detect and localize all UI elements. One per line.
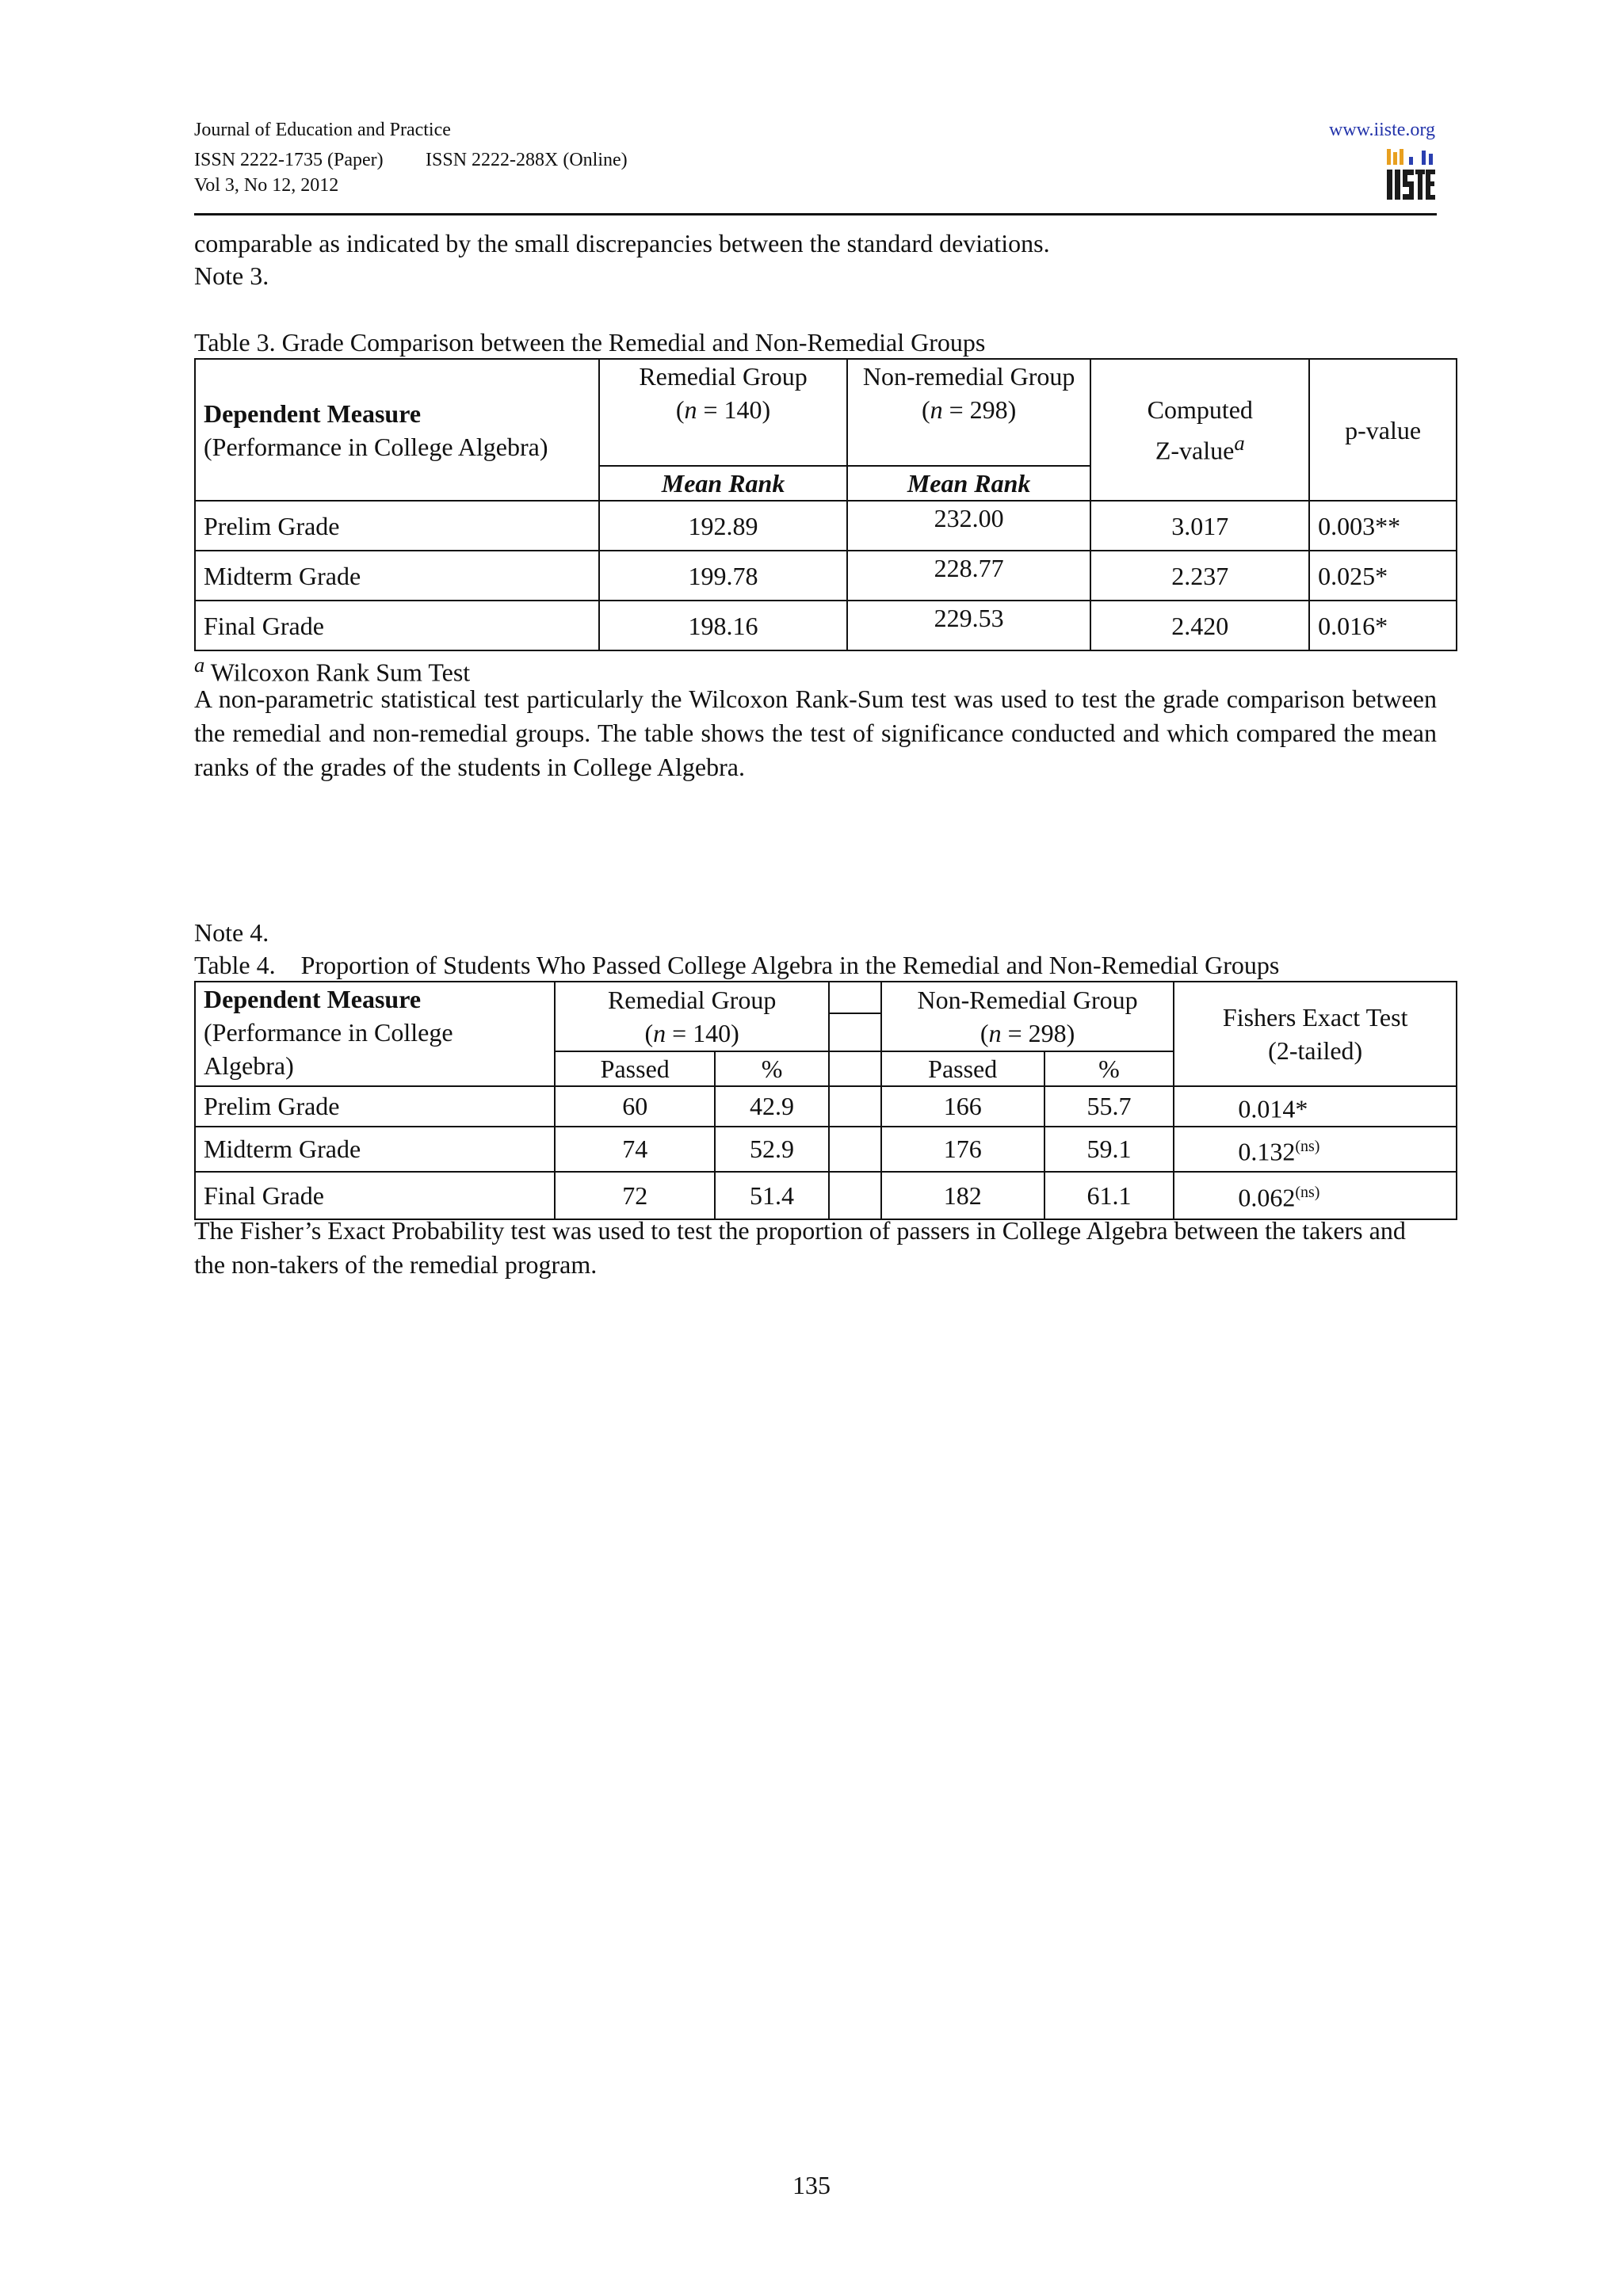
table4-measure: Prelim Grade (195, 1086, 555, 1127)
table3-nonremedial-value: 228.77 (847, 551, 1091, 601)
table3-measure: Midterm Grade (195, 551, 599, 601)
table3-p-value: 0.003** (1309, 501, 1457, 551)
header-rule (194, 213, 1437, 215)
table4-nonremedial-passed: 166 (881, 1086, 1044, 1127)
table3-remedial-value: 192.89 (599, 501, 847, 551)
table4-remedial-pct: 51.4 (715, 1172, 829, 1219)
table4-remedial-pct: 52.9 (715, 1127, 829, 1172)
table4-spacer-header (829, 982, 881, 1051)
table3-header-row (195, 359, 1457, 466)
table3-caption: Table 3. Grade Comparison between the Remedial and Non-Remedial Groups (194, 328, 986, 357)
table4-fisher-value: $0.132^{(ns)}$ (1174, 1127, 1457, 1172)
intro-line: comparable as indicated by the small discrepancies between the standard deviations. (194, 229, 1050, 257)
table3-z-value: 2.237 (1090, 551, 1309, 601)
table-row (195, 1086, 1457, 1127)
table3-mean-rank-remedial: Mean Rank (599, 466, 847, 501)
table4-caption: Table 4. Proportion of Students Who Passed College Algebra in the Remedial and Non-Remedial Groups (194, 951, 1280, 979)
table4-fisher-header: Fishers Exact Test (2-tailed) (1174, 982, 1457, 1086)
table3-p-value: 0.016* (1309, 601, 1457, 650)
table3-nonremedial-value: 229.53 (847, 601, 1091, 650)
table3-p-value: 0.025* (1309, 551, 1457, 601)
table-4 (194, 981, 1457, 1220)
table4-pct-remedial-header: % (715, 1051, 829, 1086)
table4-fisher-value: $0.062^{(ns)}$ (1174, 1172, 1457, 1219)
table4-nonremedial-pct: 61.1 (1044, 1172, 1174, 1219)
table3-footnote: $^a$ Wilcoxon Rank Sum Test (194, 653, 471, 687)
table4-nonremedial-passed: 182 (881, 1172, 1044, 1219)
table4-passed-remedial-header: Passed (555, 1051, 715, 1086)
table4-remedial-passed: 72 (555, 1172, 715, 1219)
table3-zvalue-header: Computed Z-value$^a$ (1090, 359, 1309, 501)
table3-nonremedial-header: Non-remedial Group (n = 298) (847, 359, 1091, 466)
table4-spacer (829, 1172, 881, 1219)
table-row (195, 601, 1457, 650)
table4-remedial-passed: 60 (555, 1086, 715, 1127)
issn-paper: ISSN 2222-1735 (Paper) (194, 150, 384, 170)
volume-info: Vol 3, No 12, 2012 (194, 175, 339, 196)
table3-dependent-header: Dependent Measure (Performance in College Algebra) (195, 359, 599, 501)
table4-nonremedial-pct: 55.7 (1044, 1086, 1174, 1127)
table-row (195, 1127, 1457, 1172)
journal-url[interactable]: www.iiste.org (1329, 120, 1435, 140)
table4-spacer (829, 1086, 881, 1127)
table4-remedial-passed: 74 (555, 1127, 715, 1172)
table3-paragraph: A non-parametric statistical test particularly the Wilcoxon Rank-Sum test was used to test the grade comparison between the remedial and non-remedial groups. The table shows the test of significance conducted and which compared the mean ranks of the grades of the students in College Algebra. (194, 685, 1437, 781)
table3-remedial-value: 198.16 (599, 601, 847, 650)
table-3 (194, 358, 1457, 651)
table3-measure: Prelim Grade (195, 501, 599, 551)
table3-pvalue-header: p-value (1309, 359, 1457, 501)
table4-measure: Midterm Grade (195, 1127, 555, 1172)
table3-z-value: 3.017 (1090, 501, 1309, 551)
note-4: Note 4. (194, 918, 269, 947)
table4-dependent-header: Dependent Measure (Performance in College Algebra) (195, 982, 555, 1086)
table3-nonremedial-value: 232.00 (847, 501, 1091, 551)
table4-spacer (829, 1051, 881, 1086)
note-3: Note 3. (194, 261, 269, 290)
table4-spacer (829, 1127, 881, 1172)
table3-z-value: 2.420 (1090, 601, 1309, 650)
table4-header-row (195, 982, 1457, 1051)
table4-remedial-header: Remedial Group (n = 140) (555, 982, 829, 1051)
table4-nonremedial-header: Non-Remedial Group (n = 298) (881, 982, 1174, 1051)
table4-measure: Final Grade (195, 1172, 555, 1219)
table3-measure: Final Grade (195, 601, 599, 650)
table-row (195, 1172, 1457, 1219)
table3-mean-rank-nonremedial: Mean Rank (847, 466, 1091, 501)
issn-online: ISSN 2222-288X (Online) (426, 150, 628, 170)
table4-nonremedial-pct: 59.1 (1044, 1127, 1174, 1172)
table4-remedial-pct: 42.9 (715, 1086, 829, 1127)
table-row (195, 551, 1457, 601)
table3-remedial-header: Remedial Group (n = 140) (599, 359, 847, 466)
table-row (195, 501, 1457, 551)
table4-fisher-value: 0.014* (1174, 1086, 1457, 1127)
journal-title: Journal of Education and Practice (194, 120, 451, 140)
table3-remedial-value: 199.78 (599, 551, 847, 601)
table4-nonremedial-passed: 176 (881, 1127, 1044, 1172)
table4-paragraph: The Fisher’s Exact Probability test was used to test the proportion of passers in College Algebra between the takers and the non-takers of the remedial program. (194, 1216, 1406, 1279)
iiste-logo-icon (1385, 147, 1436, 201)
table4-pct-nonremedial-header: % (1044, 1051, 1174, 1086)
table4-passed-nonremedial-header: Passed (881, 1051, 1044, 1086)
page-number: 135 (792, 2171, 831, 2199)
